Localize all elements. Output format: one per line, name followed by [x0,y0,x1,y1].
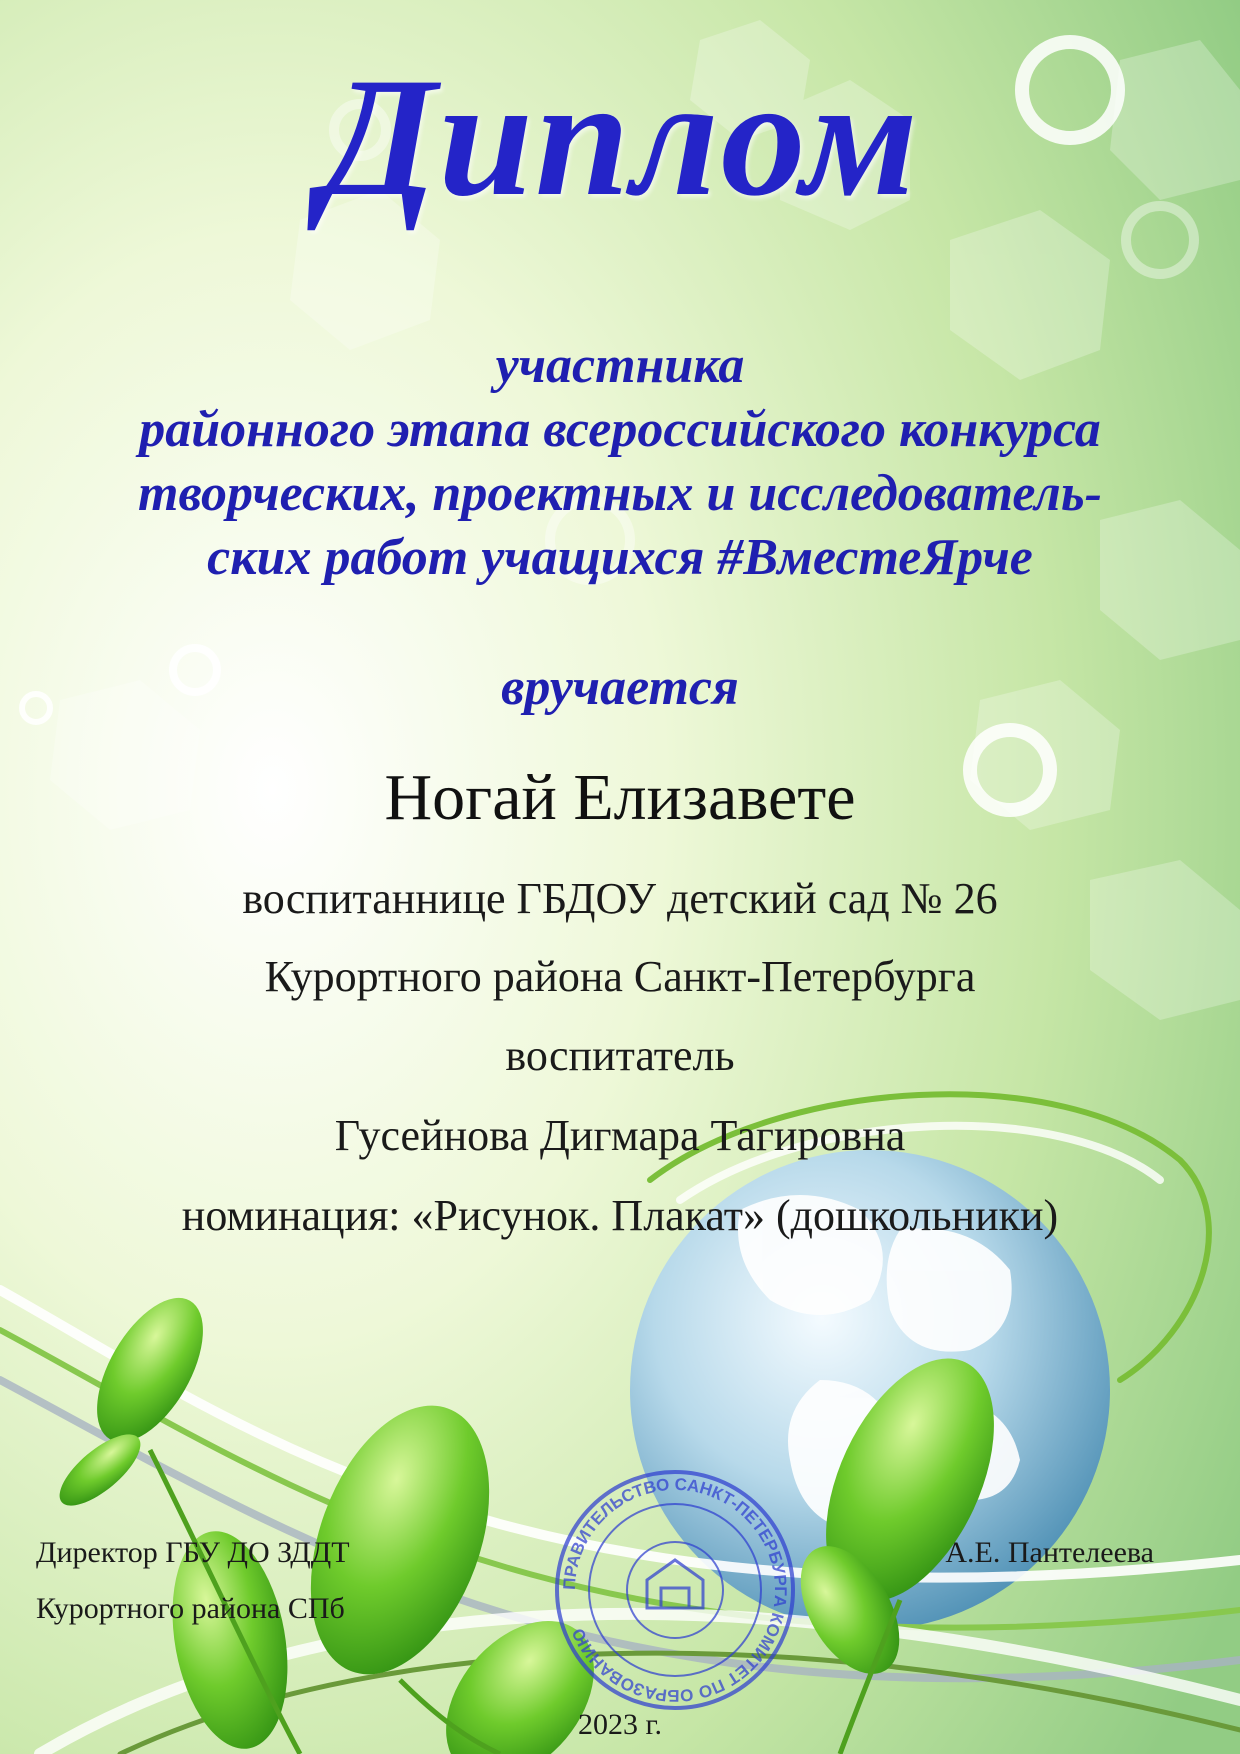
subtitle-line-1: участника [495,337,745,394]
detail-line-1: воспитаннице ГБДОУ детский сад № 26 [242,874,998,923]
director-name: А.Е. Пантелеева [945,1536,1154,1569]
year: 2023 г. [578,1708,662,1741]
diploma-title: Диплом [320,43,920,231]
svg-text:ПРАВИТЕЛЬСТВО САНКТ-ПЕТЕРБУРГА [560,1475,790,1705]
stamp-text: ПРАВИТЕЛЬСТВО САНКТ-ПЕТЕРБУРГА КОМИТЕТ ПО ОБРАЗОВАНИЮ [559,1474,791,1706]
detail-line-5: номинация: «Рисунок. Плакат» (дошкольники) [181,1191,1059,1240]
director-title-line-2: Курортного района СПб [36,1592,345,1625]
detail-line-3: воспитатель [505,1031,735,1080]
subtitle-line-3: творческих, проектных и исследователь- [138,465,1102,522]
subtitle-line-2: районного этапа всероссийского конкурса [139,401,1101,458]
detail-line-4: Гусейнова Дигмара Тагировна [334,1111,906,1160]
subtitle-line-4: ских работ учащихся #ВместеЯрче [207,529,1033,586]
director-title-line-1: Директор ГБУ ДО ЗДДТ [36,1536,350,1569]
recipient-name: Ногай Елизавете [384,761,856,834]
official-stamp [535,1470,815,1710]
detail-line-2: Курортного района Санкт-Петербурга [264,952,976,1001]
awarded-label: вручается [501,659,739,716]
